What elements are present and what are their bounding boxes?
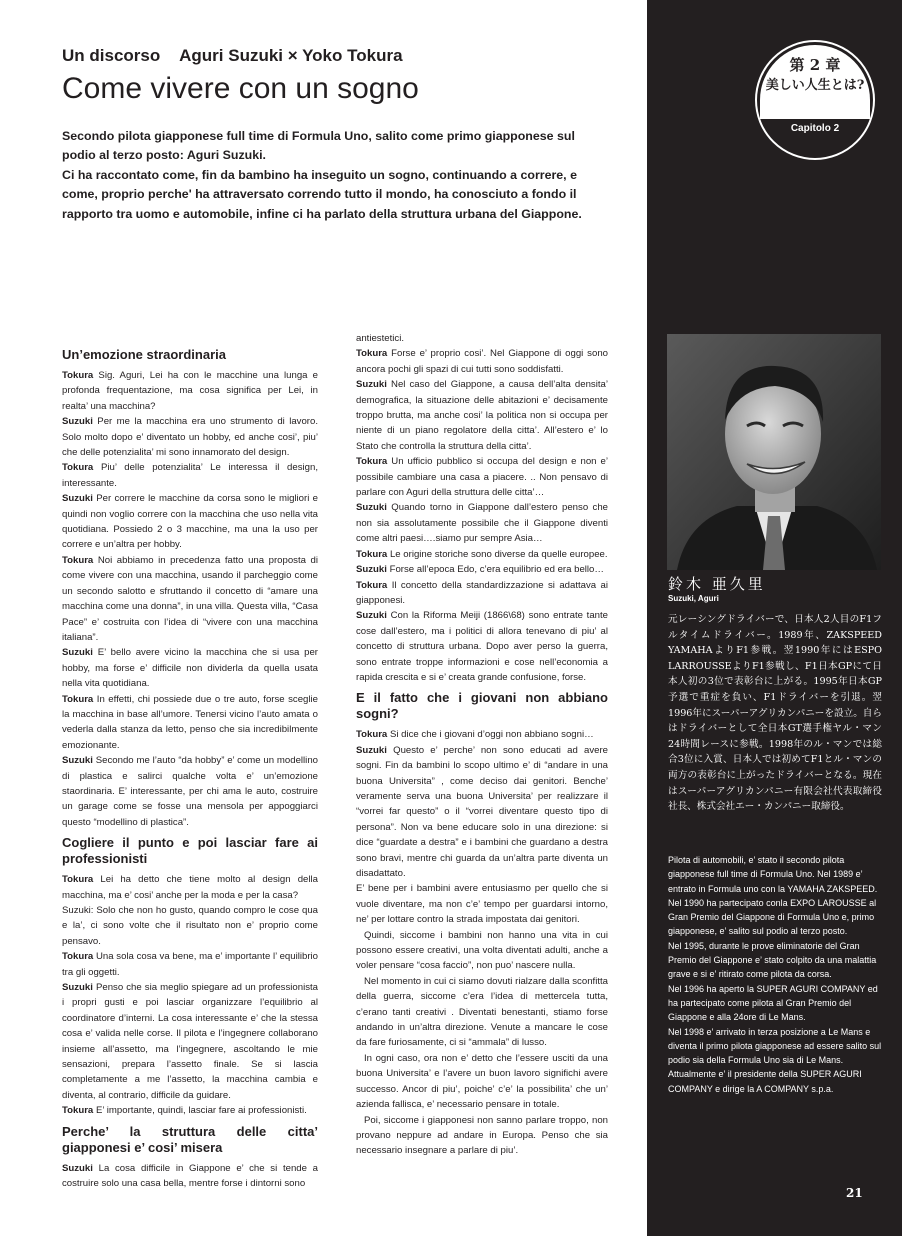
profile-bio-jp: 元レーシングドライバーで、日本人2人目のF1フルタイムドライバー。1989年、ZAKSPEED YAMAHAよりF1参戦。翌1990年にはESPO LARROUSSEよりF1参戦し、F1日本GPにて日本人初の3位で表彰台に上がる。1995年日本GP予選で重症を負い、F1ドライバーを引退。翌1996年にスーパーアグリカンパニーを設立。自らはドライバーとして全日本GT選手権ヤル・マン24時間レースに参戦。1998年のル・マンでは総合3位に入賞、日本人では初めてF1とル・マンの両方の表彰台に上がったドライバーとなる。現在はスーパーアグリカンパニー有限会社代表取締役社長、株式会社エー・カンパニー取締役。 [668, 614, 882, 813]
dialogue-line [356, 743, 608, 882]
article-title: Come vivere con un sogno [62, 72, 419, 105]
dialogue-line [62, 872, 318, 903]
speaker-name: Suzuki [62, 416, 93, 428]
dialogue-text: Un ufficio pubblico si occupa del design e non e’ possibile cambiare una casa a piacere. .. Non pensavo di parlare con Aguri della struttura delle citta’… [356, 456, 608, 499]
section-heading: Cogliere il punto e poi lasciar fare ai professionisti [62, 835, 318, 867]
dialogue-text: Nel caso del Giappone, a causa dell’alta densita’ demografica, la situazione delle abitazioni e’ decisamente troppo brutta, ma anche cosi’ la politica non si occupa per niente di un piano regolatore della citta’. All’estero e’ lo Stato che controlla la struttura della citta’. [356, 379, 608, 452]
dialogue-line [356, 377, 608, 454]
dialogue-text: Forse all’epoca Edo, c’era equilibrio ed era bello… [386, 564, 604, 576]
dialogue-line [356, 727, 608, 742]
speaker-name: Tokura [62, 874, 94, 886]
speaker-name: Suzuki [62, 493, 93, 505]
dialogue-line [356, 608, 608, 685]
speaker-name: Tokura [62, 1105, 94, 1117]
dialogue-line [62, 414, 318, 460]
speaker-name: Suzuki [62, 647, 93, 659]
speaker-name: Suzuki [62, 982, 93, 994]
dialogue-text: La cosa difficile in Giappone e’ che si tende a costruire solo una casa bella, mentre forse i dintorni sono [62, 1162, 318, 1190]
page-number: 21 [846, 1186, 863, 1200]
text-column-left [62, 342, 318, 1192]
speaker-name: Tokura [356, 579, 388, 591]
dialogue-text: Lei ha detto che tiene molto al design della macchina, ma e’ cosi’ anche per la moda e per la casa? [62, 874, 318, 901]
article-intro [62, 127, 610, 224]
profile-bio [668, 853, 882, 1096]
dialogue-text: Per correre le macchine da corsa sono le migliori e quindi non voglio correre con la macchina che uso nella vita quotidiana. Possiedo 2 o 3 macchine, ma una la uso per correre e un’altra per hobby. [62, 493, 318, 551]
dialogue-text: Forse e’ proprio cosi’. Nel Giappone di oggi sono ancora pochi gli spazi di cui tutti sono soddisfatti. [356, 348, 608, 375]
speaker-name: Suzuki [356, 502, 387, 514]
dialogue-line [62, 460, 318, 491]
speaker-name: Tokura [356, 348, 388, 360]
dialogue-line: Nel momento in cui ci siamo dovuti rialzare dalla sconfitta della guerra, siccome c’era l’idea di mettercela tutta, c’erano tanti creativi . Diventati benestanti, stiamo forse andando in un’altra direzione. Venute a mancare le cose da fare furiosamente, ci si “ammala” di lusso. [356, 975, 608, 1049]
dialogue-text: Con la Riforma Meiji (1866\68) sono entrate tante cose dall’estero, ma i politici di allora tenevano di piu’ al concetto di struttura urbana. Dopo aver perso la guerra, sono entrate troppe informazioni e cose nell’economia a rapida crescita e si e’ creata grande confusione, forse. [356, 610, 608, 683]
dialogue-text: In effetti, chi possiede due o tre auto, forse sceglie la macchina in base all’umore. Tenersi vicino l’auto amata o vederla dalla stanza da letto, penso che sia incredibilmente emozionante. [62, 693, 318, 751]
text-column-right [356, 331, 608, 1159]
speaker-name: Suzuki [62, 755, 93, 767]
dialogue-line: Poi, siccome i giapponesi non sanno parlare troppo, non provano neppure ad andare in Europa. Penso che sia necessario insegnare a parlare di piu’. [356, 1114, 608, 1157]
section-heading: Un’emozione straordinaria [62, 347, 226, 362]
speaker-name: Tokura [62, 951, 94, 963]
dialogue-text: Una sola cosa va bene, ma e’ importante l’ equilibrio tra gli oggetti. [62, 951, 318, 978]
speaker-name: Tokura [356, 548, 388, 560]
bio-paragraph: Pilota di automobili, e’ stato il secondo pilota giapponese full time di Formula Uno. Nel 1989 e’ entrato in Formula uno con la YAMAHA ZAKSPEED. Nel 1990 ha partecipato conla EXPO LAROUSSE al Gran Premio del Giappone di Formula Uno e, primo giapponese, e’ salito sul podio al terzo posto. [668, 855, 878, 937]
dialogue-line: In ogni caso, ora non e’ detto che l’essere usciti da una buona Universita’ e l’avere un buon lavoro significhi avere successo. Ancor di piu’, poiche’ c’e’ la possibilita’ che un’ azienda fallisca, e’ necessario pensare in totale. [356, 1052, 608, 1111]
speaker-name: Tokura [62, 693, 94, 705]
speaker-name: Tokura [356, 729, 388, 741]
dialogue-line: antiestetici. [356, 333, 404, 344]
dialogue-line [62, 949, 318, 980]
bio-paragraph: Nel 1995, durante le prove eliminatorie del Gran Premio del Giappone e’ stato colpito da una malattia grave e si e’ ritirato come pilota da corsa. [668, 940, 877, 980]
portrait-photo [667, 334, 881, 570]
dialogue-text: Per me la macchina era uno strumento di lavoro. Solo molto dopo e’ diventato un hobby, ed anche cosi’, piu’ che delle potenzialita’ mi sono innamorato del design. [62, 416, 318, 459]
dialogue-text: Si dice che i giovani d’oggi non abbiano sogni… [387, 729, 594, 741]
speaker-name: Suzuki [356, 379, 387, 391]
profile-name: Suzuki, Aguri [668, 594, 719, 603]
dialogue-text: Noi abbiamo in precedenza fatto una proposta di come vivere con una macchina, usando il parcheggio come un secondo salotto e sfruttando il concetto di “amare una macchina come una donna”, in una villa. Questa villa, “Casa Pace” e’ costruita con l’idea di “vivere con una macchina italiana”. [62, 554, 318, 643]
dialogue-line [62, 553, 318, 645]
dialogue-text: Penso che sia meglio spiegare ad un professionista i propri gusti e poi lasciar organizzare l’equilibrio al coordinatore d’interni. La cosa interessante e’ che la stessa cosa e’ valida nelle corse. Il pilota e l’ingegnere collaborano insieme all’assetto, ma l’ingegnere, ascoltando le mie sensazioni, prepara l’assetto finale. Se si lascia completamente a me l’assetto, la macchina cambia e diventa, al contrario, difficile da guidare. [62, 982, 318, 1101]
dialogue-line [62, 692, 318, 754]
section-heading: Perche’ la struttura delle citta’ giapponesi e’ cosi’ misera [62, 1123, 318, 1155]
dialogue-text: E’ bello avere vicino la macchina che si usa per hobby, ma forse e’ difficile non dividerla da quella usata nella vita quotidiana. [62, 647, 318, 690]
dialogue-text: Questo e’ perche’ non sono educati ad avere sogni. Fin da bambini lo scopo ultimo e’ di “andare in una buona Universita” , come deciso dai genitori. Benche’ veramente serva una buona Universita’ per realizzare il “vorrei far questo” o il “vorrei diventare questo tipo di persona”. Non va bene educare solo in una direzione: si dice “guardate a destra” e i bambini che guardano a destra sono bravi, mentre chi guarda da un’altra parte diventa un disadattato. [356, 744, 608, 879]
dialogue-line [356, 454, 608, 500]
speaker-name: Suzuki [356, 564, 387, 576]
speaker-name: Tokura [356, 456, 388, 468]
dialogue-text: Secondo me l’auto “da hobby” e’ come un modellino di plastica e salirci qualche volta e’ un’emozione staordinaria. E’ interessante, per chi ama le auto, costruire un garage come se fosse una mensola per appoggiarci questo “modellino di plastica”. [62, 755, 318, 828]
intro-paragraph: Secondo pilota giapponese full time di Formula Uno, salito come primo giapponese sul podio al terzo posto: Aguri Suzuki. [62, 129, 575, 163]
speaker-name: Suzuki [356, 744, 387, 756]
dialogue-line: Suzuki: Solo che non ho gusto, quando compro le cose qua e la’, ci sono volte che il risultato non e’ proprio come pensavo. [62, 905, 318, 947]
chapter-number-jp: 第 2 章 [789, 56, 841, 74]
section-heading: E il fatto che i giovani non abbiano sogni? [356, 690, 608, 722]
chapter-label: Capitolo 2 [790, 123, 840, 134]
intro-paragraph: Ci ha raccontato come, fin da bambino ha inseguito un sogno, continuando a correre, e come, proprio perche' ha attraversato correndo tutto il mondo, ha conosciuto a fondo il rapporto tra uomo e automobile, infine ci ha parlato della struttura urbana del Giappone. [62, 167, 582, 221]
chapter-title-jp: 美しい人生とは? [765, 78, 865, 93]
dialogue-text: Il concetto della standardizzazione si adattava ai giapponesi. [356, 579, 608, 606]
profile-name-jp: 鈴木 亜久里 [668, 575, 766, 593]
dialogue-line [356, 562, 608, 577]
portrait-illustration [667, 334, 881, 570]
dialogue-text: Piu’ delle potenzialita’ Le interessa il design, interessante. [62, 462, 318, 489]
dialogue-line: E’ bene per i bambini avere entusiasmo per quello che si vuole diventare, ma non c’e’ tempo per guardarsi intorno, ne’ per lottare contro la strada impostata dai genitori. [356, 883, 608, 926]
dialogue-line [356, 547, 608, 562]
dialogue-line [356, 578, 608, 609]
article-kicker: Un discorso Aguri Suzuki × Yoko Tokura [62, 46, 403, 65]
speaker-name: Suzuki [62, 1162, 93, 1174]
dialogue-line [62, 1103, 318, 1118]
dialogue-text: Quando torno in Giappone dall’estero penso che non sia assolutamente possibile che il Giappone diventi come altri paesi….siamo pur sempre Asia… [356, 502, 608, 545]
dialogue-line [62, 980, 318, 1103]
dialogue-line [356, 500, 608, 546]
bio-paragraph: Nel 1998 e’ arrivato in terza posizione a Le Mans e diventa il primo pilota giapponese ad essere salito sul podio sia della Formula Uno sia di Le Mans. Attualmente e’ il presidente della SUPER AGURI COMPANY e dirige la A COMPANY s.p.a. [668, 1026, 882, 1094]
dialogue-line [356, 346, 608, 377]
dialogue-text: E’ importante, quindi, lasciar fare ai professionisti. [93, 1105, 307, 1117]
dialogue-line [62, 645, 318, 691]
speaker-name: Suzuki [356, 610, 387, 622]
dialogue-text: Sig. Aguri, Lei ha con le macchine una lunga e profonda frequentazione, ma cosa significa per Lei, in realta’ una macchina? [62, 370, 318, 412]
speaker-name: Tokura [62, 370, 94, 381]
dialogue-text: Le origine storiche sono diverse da quelle europee. [387, 548, 608, 560]
dialogue-line [62, 491, 318, 553]
bio-paragraph: Nel 1996 ha aperto la SUPER AGURI COMPANY ed ha partecipato come pilota al Gran Premio del Giappone e alla 24ore di Le Mans. [668, 983, 878, 1023]
dialogue-line [62, 368, 318, 414]
dialogue-line [62, 1161, 318, 1192]
speaker-name: Tokura [62, 554, 94, 566]
dialogue-line [62, 753, 318, 830]
speaker-name: Tokura [62, 462, 94, 474]
dialogue-line: Quindi, siccome i bambini non hanno una vita in cui possono essere creativi, una volta diventati adulti, anche a voler pensare “cosa faccio”, non puo’ nascere nulla. [356, 929, 608, 972]
